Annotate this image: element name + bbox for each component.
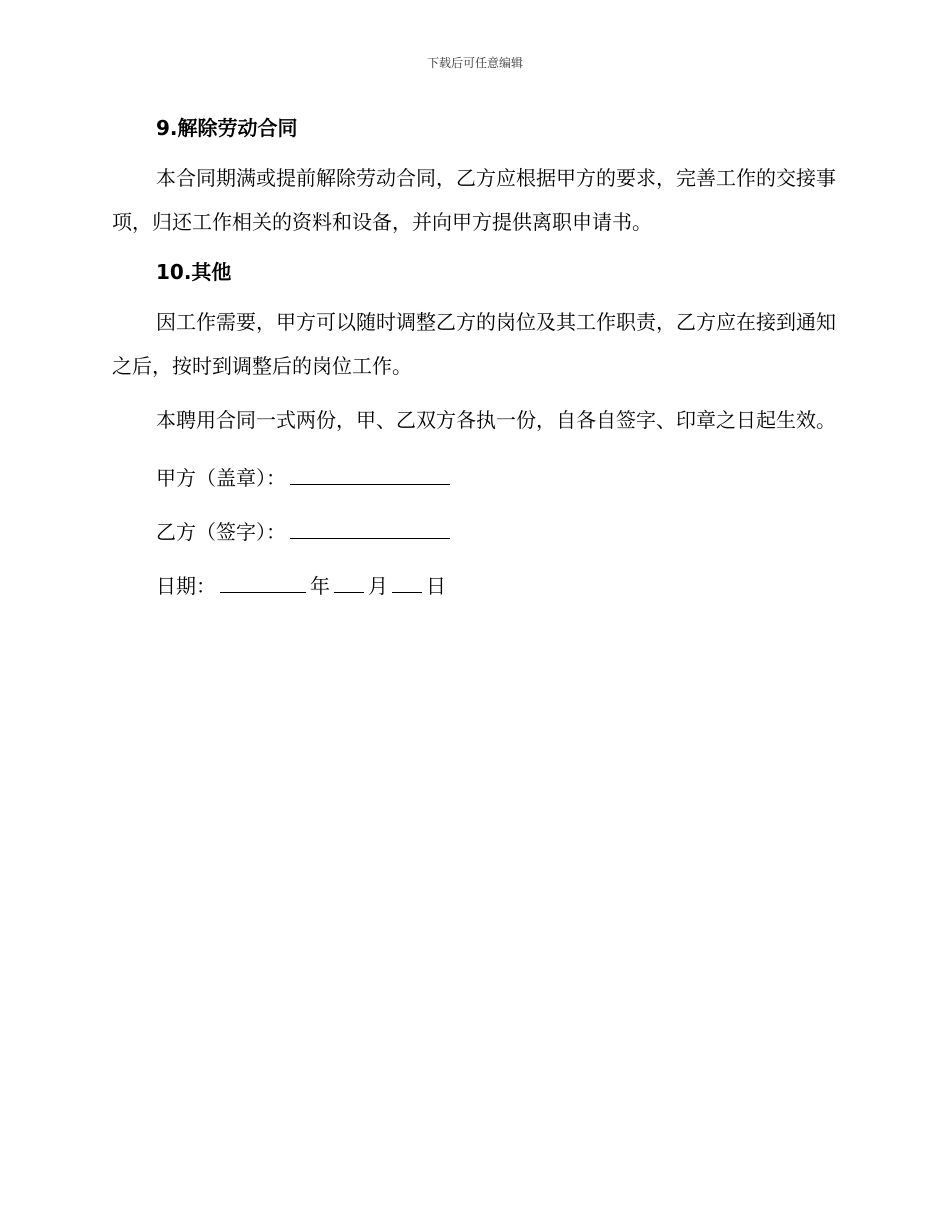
party-a-blank[interactable] [290,462,450,485]
date-label: 日期： [156,574,216,598]
year-blank[interactable] [220,570,306,593]
month-label: 月 [368,574,388,598]
document-body [112,110,837,604]
day-label: 日 [426,574,446,598]
copies-paragraph: 本聘用合同一式两份，甲、乙双方各执一份，自各自签字、印章之日起生效。 [156,408,836,432]
year-label: 年 [310,574,330,598]
month-blank[interactable] [334,570,364,593]
party-a-signature-line [112,460,837,496]
party-b-label: 乙方（签字）： [156,520,286,544]
section-heading-termination: 9.解除劳动合同 [156,116,298,140]
section-heading-other: 10.其他 [156,260,232,284]
party-b-blank[interactable] [290,516,450,539]
day-blank[interactable] [392,570,422,593]
date-line [112,568,837,604]
termination-paragraph: 本合同期满或提前解除劳动合同，乙方应根据甲方的要求，完善工作的交接事项，归还工作相关的资料和设备，并向甲方提供离职申请书。 [112,166,836,234]
adjustment-paragraph: 因工作需要，甲方可以随时调整乙方的岗位及其工作职责，乙方应在接到通知之后，按时到调整后的岗位工作。 [112,310,836,378]
party-a-label: 甲方（盖章）： [156,466,286,490]
page-header-note: 下载后可任意编辑 [426,56,523,70]
party-b-signature-line [112,514,837,550]
